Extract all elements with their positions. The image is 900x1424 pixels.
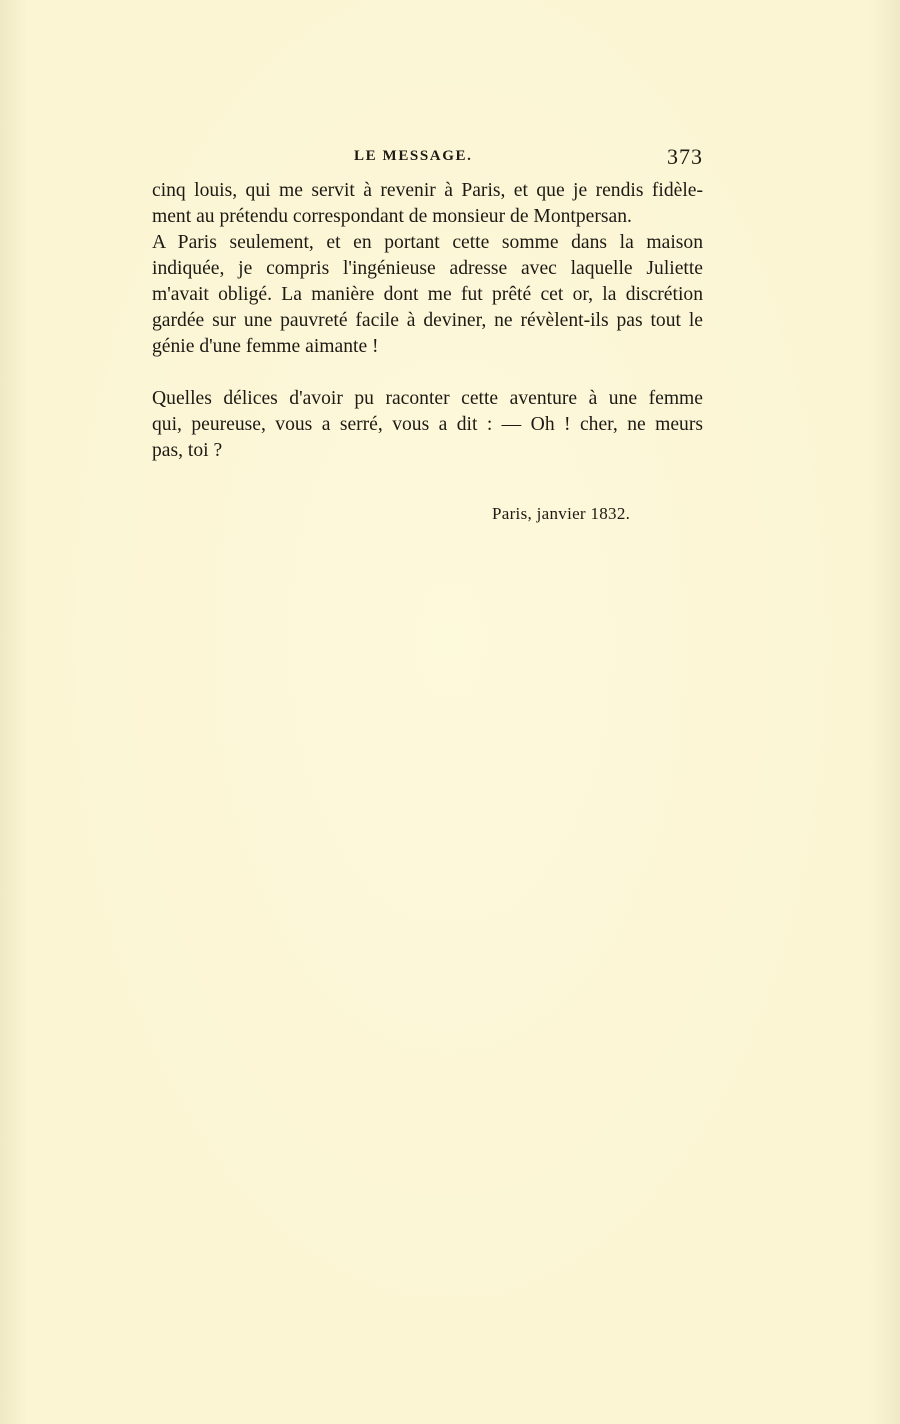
running-title: LE MESSAGE. bbox=[354, 148, 473, 164]
paragraph-3 bbox=[152, 386, 703, 464]
text-line: cinq louis, qui me servit à revenir à Paris, et que je rendis fidèle- bbox=[152, 180, 703, 201]
text-line: m'avait obligé. La manière dont me fut prêté cet or, la discrétion bbox=[152, 284, 703, 305]
text-line: qui, peureuse, vous a serré, vous a dit : — Oh ! cher, ne meurs bbox=[152, 414, 703, 435]
place-date-signature: Paris, janvier 1832. bbox=[492, 504, 631, 523]
text-line: indiquée, je compris l'ingénieuse adresse avec laquelle Juliette bbox=[152, 258, 703, 279]
text-line: gardée sur une pauvreté facile à deviner, ne révèlent-ils pas tout le bbox=[152, 310, 703, 331]
running-head bbox=[152, 144, 703, 174]
body-text bbox=[152, 178, 703, 464]
text-line: pas, toi ? bbox=[152, 440, 223, 461]
paragraph-2 bbox=[152, 230, 703, 360]
text-line: génie d'une femme aimante ! bbox=[152, 336, 379, 357]
paragraph-gap bbox=[152, 360, 703, 386]
text-line: Quelles délices d'avoir pu raconter cette aventure à une femme bbox=[152, 388, 703, 409]
text-line: ment au prétendu correspondant de monsieur de Montpersan. bbox=[152, 206, 632, 227]
page-number: 373 bbox=[667, 144, 703, 169]
text-line: A Paris seulement, et en portant cette somme dans la maison bbox=[152, 232, 703, 253]
paragraph-1 bbox=[152, 178, 703, 230]
